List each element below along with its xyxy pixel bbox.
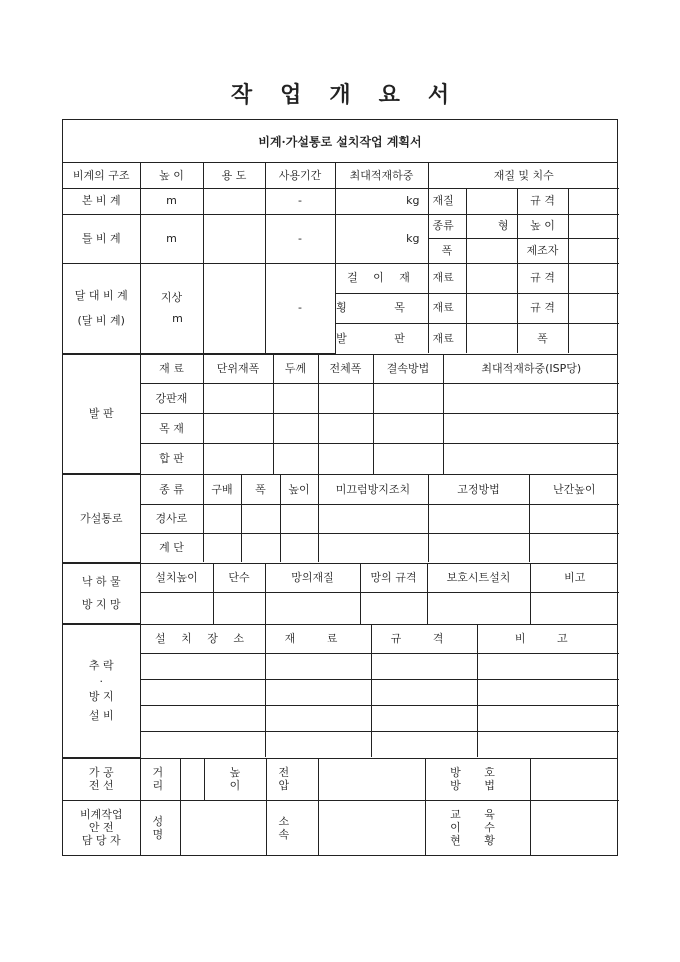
main-scaffold-label: 본 비 계: [63, 188, 140, 214]
protection-value: [530, 759, 619, 801]
height-label: [204, 759, 266, 801]
footing-material-value: [466, 323, 517, 353]
net-col-install-height: 설치높이: [140, 564, 213, 593]
title-char: 요: [378, 82, 400, 108]
col-max-load: 최대적재하중: [335, 163, 428, 188]
frame-load-unit: kg: [335, 214, 428, 263]
name-value: [180, 801, 266, 855]
col-structure: 비계의 구조: [63, 163, 140, 188]
col-use: 용 도: [203, 163, 265, 188]
fall-prevention-section: [62, 624, 618, 758]
main-load-unit: kg: [335, 188, 428, 214]
main-material-label: 재질: [428, 188, 466, 214]
net-col-remarks: 비고: [530, 564, 619, 593]
distance-label: [140, 759, 180, 801]
power-label-line2: 전 선: [88, 779, 114, 793]
fall-col-spec: 규 격: [371, 625, 477, 653]
fall-label: [63, 625, 140, 757]
voltage-value: [318, 759, 425, 801]
hanging-height-unit: m: [172, 312, 183, 325]
power-manager-section: [62, 758, 618, 856]
fall-col-material: 재 료: [265, 625, 371, 653]
hanging-height-prefix: 지상: [160, 290, 183, 304]
hanging-label-line2: (달 비 계): [77, 314, 125, 327]
power-label-line1: 가 공: [88, 766, 114, 780]
height-label-2: 이: [229, 779, 241, 793]
frame-scaffold-label: 틀 비 계: [63, 214, 140, 263]
training-status-label: [425, 801, 530, 855]
form-header: 비계·가설통로 설치작업 계획서: [258, 134, 422, 149]
footing-col-unit-width: 단위재폭: [203, 355, 273, 384]
frame-type-suffix: 형: [466, 214, 517, 238]
col-material-size: 재질 및 치수: [428, 163, 619, 188]
beam-material-label: 재료: [428, 293, 466, 323]
manager-label-line1: 비계작업: [79, 807, 123, 821]
footing-width-label: 폭: [517, 323, 568, 353]
distance-value: [180, 759, 204, 801]
voltage-label: [266, 759, 318, 801]
footing-col-thickness: 두께: [273, 355, 318, 384]
hook-spec-value: [568, 263, 619, 293]
manager-label-line3: 담 당 자: [81, 834, 121, 848]
passage-col-slope: 구배: [203, 475, 241, 504]
scaffold-section: [62, 162, 618, 354]
name-label-1: 성: [152, 814, 164, 828]
protection-label-2: 방 법: [450, 779, 505, 793]
fall-col-location: 설 치 장 소: [140, 625, 265, 653]
hanging-use-cell: [203, 263, 265, 353]
main-use-cell: [203, 188, 265, 214]
affiliation-label: [266, 801, 318, 855]
form-header-band: [62, 119, 618, 162]
frame-width-label: 폭: [428, 238, 466, 263]
footing-section: [62, 354, 618, 475]
title-char: 개: [329, 82, 351, 108]
net-col-material: 망의재질: [265, 564, 360, 593]
fall-label-line3: 설 비: [88, 708, 114, 722]
net-label-line1: 낙 하 물: [81, 575, 121, 589]
hanging-scaffold-label: [63, 263, 140, 353]
passage-col-fixing: 고정방법: [428, 475, 529, 504]
main-height-unit: m: [140, 188, 203, 214]
title-char: 작: [230, 82, 253, 108]
passage-row-ramp: 경사로: [140, 504, 203, 533]
passage-col-type: 종 류: [140, 475, 203, 504]
manager-label-line2: 안 전: [88, 821, 114, 835]
footing-label: 발 판: [63, 355, 140, 474]
training-label-2: 이 수: [450, 821, 505, 835]
footing-width-value: [568, 323, 619, 353]
frame-period-dash: -: [265, 214, 335, 263]
frame-height-value: [568, 214, 619, 238]
height-label-1: 높: [229, 766, 241, 780]
protection-label-1: 방 호: [450, 766, 505, 780]
hanging-part-footing: 발 판: [335, 323, 428, 353]
fall-label-line1: 추 락: [88, 659, 114, 673]
main-spec-label: 규 격: [517, 188, 568, 214]
beam-spec-value: [568, 293, 619, 323]
hanging-label-line1: 달 대 비 계: [74, 288, 128, 302]
net-col-spec: 망의 규격: [360, 564, 427, 593]
work-plan-form: [62, 119, 618, 856]
footing-col-max-load: 최대적재하중(ISP당): [443, 355, 619, 384]
title-char: 서: [427, 82, 450, 108]
falling-object-net-section: [62, 563, 618, 625]
passage-col-width: 폭: [241, 475, 280, 504]
main-material-value: [466, 188, 517, 214]
hook-spec-label: 규 격: [517, 263, 568, 293]
affiliation-value: [318, 801, 425, 855]
footing-row-wood: 목 재: [140, 414, 203, 444]
fall-label-line2: 방 지: [88, 689, 114, 703]
training-label-1: 교 육: [450, 807, 505, 821]
footing-col-binding: 결속방법: [373, 355, 443, 384]
net-col-stages: 단수: [213, 564, 265, 593]
page-title: [0, 78, 680, 109]
training-label-3: 현 황: [450, 834, 505, 848]
hanging-height-cell: [140, 263, 203, 353]
passage-row-stairs: 계 단: [140, 533, 203, 562]
frame-height-unit: m: [140, 214, 203, 263]
hanging-part-hook: 걸 이 재: [335, 263, 428, 293]
col-period: 사용기간: [265, 163, 335, 188]
name-label: [140, 801, 180, 855]
frame-height-label: 높 이: [517, 214, 568, 238]
net-col-sheet: 보호시트설치: [427, 564, 530, 593]
frame-type-label: 종류: [428, 214, 466, 238]
beam-material-value: [466, 293, 517, 323]
passage-col-height: 높이: [280, 475, 318, 504]
beam-spec-label: 규 격: [517, 293, 568, 323]
footing-col-material: 재 료: [140, 355, 203, 384]
protection-label: [425, 759, 530, 801]
hook-material-label: 재료: [428, 263, 466, 293]
passage-col-antislip: 미끄럼방지조치: [318, 475, 428, 504]
distance-label-2: 리: [152, 779, 164, 793]
footing-col-total-width: 전체폭: [318, 355, 373, 384]
distance-label-1: 거: [152, 766, 164, 780]
affiliation-label-1: 소: [278, 814, 290, 828]
footing-row-plywood: 합 판: [140, 444, 203, 474]
main-period-dash: -: [265, 188, 335, 214]
passage-label: 가설통로: [63, 475, 140, 562]
net-label: [63, 564, 140, 624]
passage-col-rail-height: 난간높이: [529, 475, 619, 504]
temporary-passage-section: [62, 474, 618, 563]
title-char: 업: [280, 82, 302, 108]
safety-manager-label: [63, 801, 140, 855]
voltage-label-2: 압: [278, 779, 290, 793]
frame-width-value: [466, 238, 517, 263]
main-spec-value: [568, 188, 619, 214]
fall-col-remarks: 비 고: [477, 625, 619, 653]
frame-use-cell: [203, 214, 265, 263]
hook-material-value: [466, 263, 517, 293]
overhead-line-label: [63, 759, 140, 801]
training-status-value: [530, 801, 619, 855]
footing-material-label: 재료: [428, 323, 466, 353]
frame-maker-label: 제조자: [517, 238, 568, 263]
footing-row-steel: 강판재: [140, 384, 203, 414]
name-label-2: 명: [152, 827, 164, 841]
fall-label-dot: ·: [99, 674, 103, 688]
affiliation-label-2: 속: [278, 827, 290, 841]
hanging-part-beam: 횡 목: [335, 293, 428, 323]
hanging-period-dash: -: [265, 263, 335, 353]
frame-maker-value: [568, 238, 619, 263]
net-label-line2: 방 지 망: [81, 598, 121, 612]
voltage-label-1: 전: [278, 766, 290, 780]
col-height: 높 이: [140, 163, 203, 188]
